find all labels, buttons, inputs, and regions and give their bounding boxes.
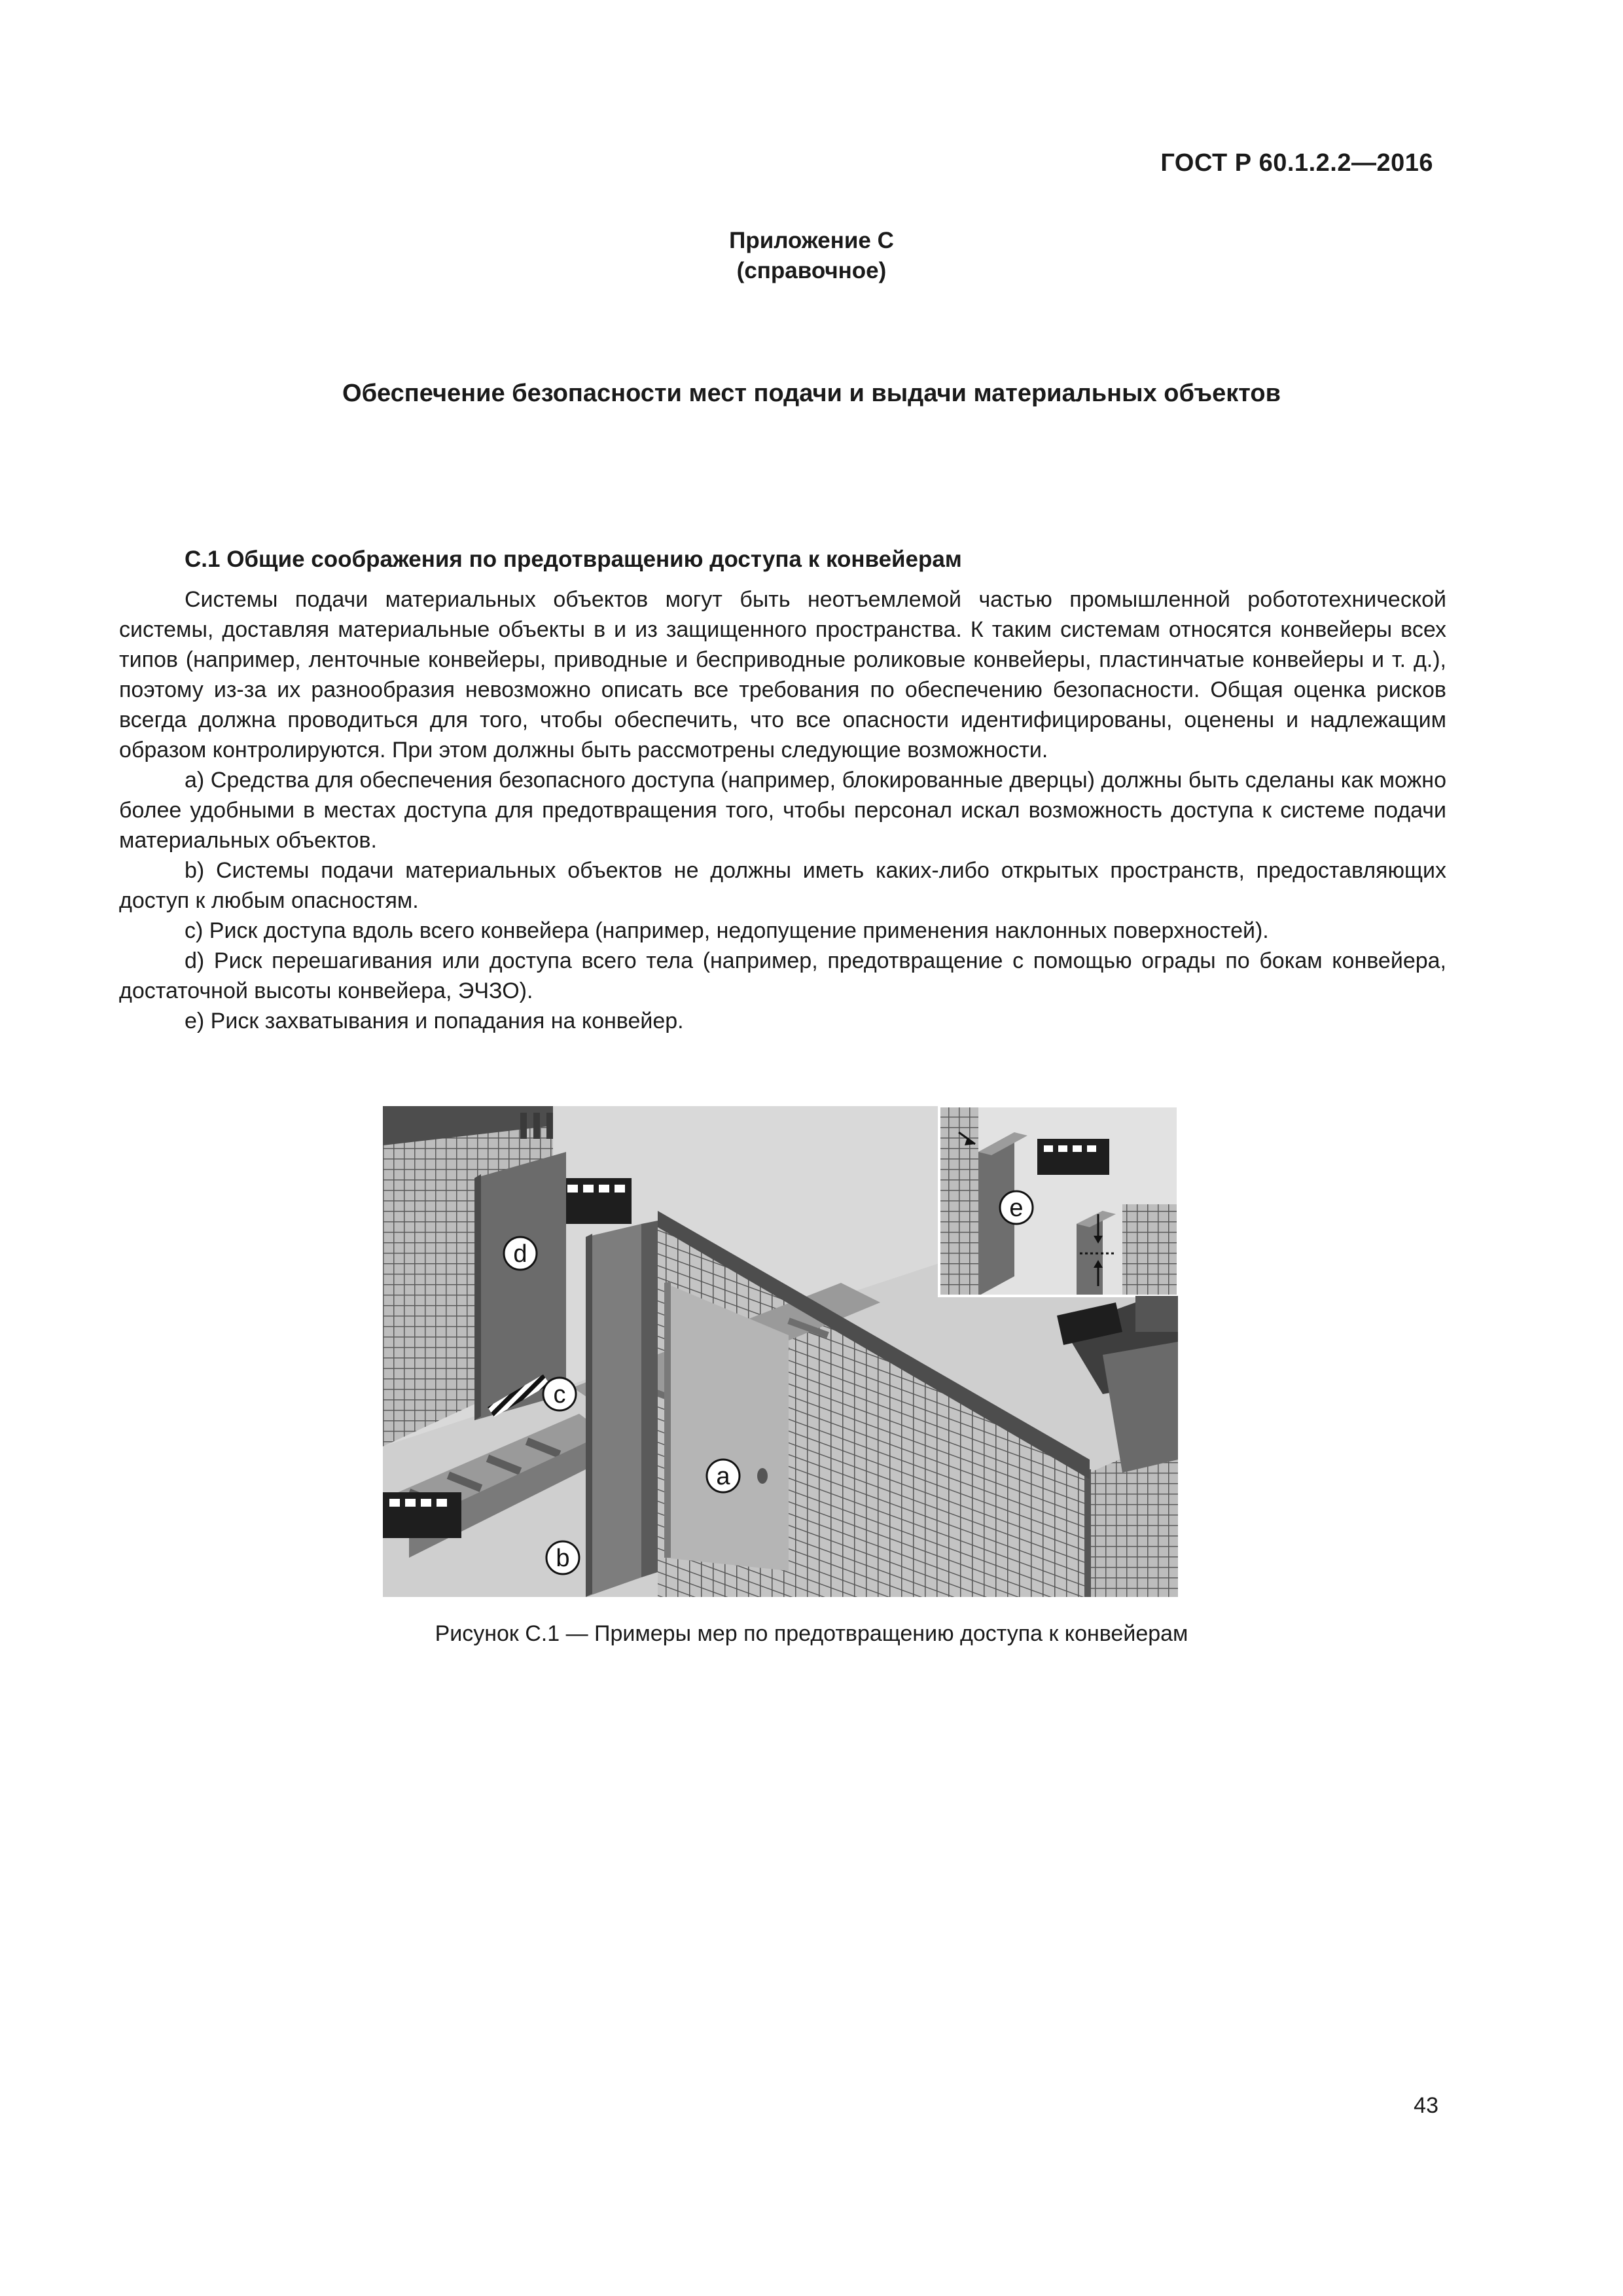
appendix-heading — [0, 226, 1623, 286]
paragraph-e: e) Риск захватывания и попадания на конвейер. — [185, 1009, 684, 1033]
label-d — [504, 1237, 537, 1270]
label-a — [707, 1460, 740, 1492]
appendix-type: (справочное) — [736, 258, 887, 283]
svg-text:d: d — [513, 1240, 527, 1268]
section-body — [119, 584, 1446, 1036]
section-heading: C.1 Общие соображения по предотвращению доступа к конвейерам — [185, 547, 962, 572]
page-number: 43 — [1414, 2093, 1438, 2118]
svg-text:c: c — [553, 1381, 566, 1408]
figure-caption: Рисунок C.1 — Примеры мер по предотвращению доступа к конвейерам — [435, 1621, 1188, 1646]
svg-text:e: e — [1009, 1194, 1024, 1222]
paragraph-c: c) Риск доступа вдоль всего конвейера (например, недопущение применения наклонных поверхностей). — [185, 918, 1269, 943]
svg-text:a: a — [716, 1463, 730, 1490]
conveyor-illustration — [383, 1106, 1178, 1597]
label-c — [543, 1378, 576, 1410]
appendix-title: Приложение C — [729, 228, 894, 253]
paragraph-b: b) Системы подачи материальных объектов не должны иметь каких-либо открытых пространств, предоставляющих доступ к любым опасностям. — [119, 858, 1446, 913]
label-e — [1000, 1191, 1033, 1224]
paragraph-intro: Системы подачи материальных объектов могут быть неотъемлемой частью промышленной робототехнической системы, доставляя материальные объекты в и из защищенного пространства. К таким системам относятся конвейеры всех типов (например, ленточные конвейеры, приводные и бесприводные роликовые конвейеры, пластинчатые конвейеры и т. д.), поэтому из-за их разнообразия невозможно описать все требования по обеспечению безопасности. Общая оценка рисков всегда должна проводиться для того, чтобы обеспечить, что все опасности идентифицированы, оценены и надлежащим образом контролируются. При этом должны быть рассмотрены следующие возможности. — [119, 587, 1446, 762]
standard-code: ГОСТ Р 60.1.2.2—2016 — [1160, 149, 1433, 177]
svg-text:b: b — [556, 1545, 570, 1572]
document-title: Обеспечение безопасности мест подачи и выдачи материальных объектов — [342, 380, 1281, 407]
paragraph-d: d) Риск перешагивания или доступа всего тела (например, предотвращение с помощью ограды по бокам конвейера, достаточной высоты конвейера, ЭЧЗО). — [119, 948, 1446, 1003]
label-b — [546, 1541, 579, 1574]
paragraph-a: a) Средства для обеспечения безопасного доступа (например, блокированные дверцы) должны быть сделаны как можно более удобными в местах доступа для предотвращения того, чтобы персонал искал возможность доступа к системе подачи материальных объектов. — [119, 768, 1446, 853]
